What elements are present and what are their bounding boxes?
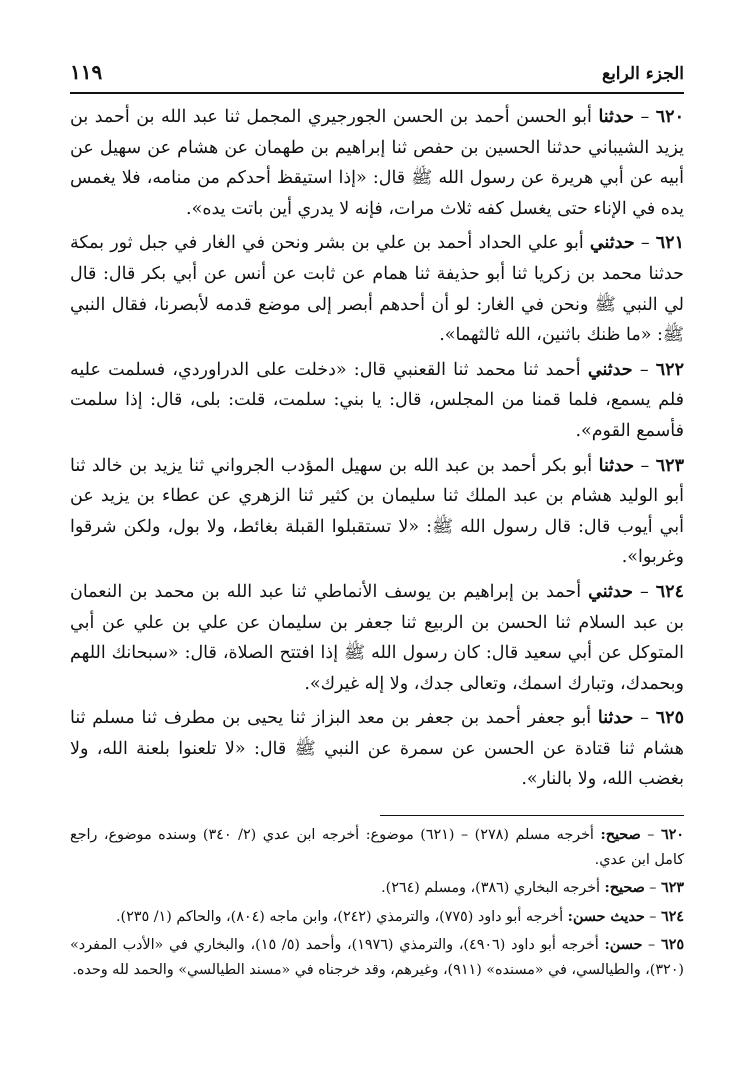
footnote-text: أخرجه البخاري (٣٨٦)، ومسلم (٢٦٤).	[381, 880, 600, 896]
hadith-text: أبو جعفر أحمد بن جعفر بن معد البزاز ثنا يحيى بن مطرف ثنا مسلم ثنا هشام ثنا قتادة عن الحسن عن سمرة عن النبي ﷺ قال: «لا تلعنوا بلعنة الله، ولا بغضب الله، ولا بالنار».	[70, 708, 684, 790]
hadith-number: ٦٢٤	[655, 581, 684, 602]
hadith-prefix: حدثني	[589, 233, 635, 254]
hadith-text: أحمد ثنا محمد ثنا القعنبي قال: «دخلت على الدراوردي، فسلمت عليه فلم يسمع، فلما قمنا من المجلس، قال: يا بني: سلمت، قلت: بلى، قال: إذا سلمت فأسمع القوم».	[70, 359, 684, 441]
footnote-grade: حسن:	[604, 937, 643, 953]
footnote-text: أخرجه مسلم (٢٧٨) – (٦٢١) موضوع: أخرجه ابن عدي (٢/ ٣٤٠) وسنده موضوع، راجع كامل ابن عدي.	[70, 827, 684, 868]
footnote-grade: صحيح:	[604, 880, 645, 896]
hadith-620: ٦٢٠ – حدثنا أبو الحسن أحمد بن الحسن الجورجيري المجمل ثنا عبد الله بن أحمد بن يزيد الشيباني حدثنا الحسين بن حفص ثنا إبراهيم بن طهمان عن هشام عن سهيل عن أبيه عن أبي هريرة عن رسول الله ﷺ قال: «إذا استيقظ أحدكم من منامه، فلا يغمس يده في الإناء حتى يغسل كفه ثلاث مرات، فإنه لا يدري أين باتت يده».	[70, 107, 684, 219]
hadith-number: ٦٢١	[655, 233, 684, 254]
page-header	[70, 58, 684, 92]
hadith-625: ٦٢٥ – حدثنا أبو جعفر أحمد بن جعفر بن معد البزاز ثنا يحيى بن مطرف ثنا مسلم ثنا هشام ثنا قتادة عن الحسن عن سمرة عن النبي ﷺ قال: «لا تلعنوا بلعنة الله، ولا بغضب الله، ولا بالنار».	[70, 708, 684, 790]
hadith-prefix: حدثني	[587, 359, 633, 380]
hadith-622: ٦٢٢ – حدثني أحمد ثنا محمد ثنا القعنبي قال: «دخلت على الدراوردي، فسلمت عليه فلم يسمع، فلما قمنا من المجلس، قال: يا بني: سلمت، قلت: بلى، قال: إذا سلمت فأسمع القوم».	[70, 359, 684, 441]
footnote-text: أخرجه أبو داود (٤٩٠٦)، والترمذي (١٩٧٦)، وأحمد (٥/ ١٥)، والبخاري في «الأدب المفرد» (٣٢٠)، والطيالسي، في «مسنده» (٩١١)، وغيرهم، وقد خرجناه في «مسند الطيالسي» والحمد لله وحده.	[70, 937, 684, 978]
footnote-number: ٦٢٤	[660, 908, 684, 925]
hadith-number: ٦٢٠	[655, 107, 684, 127]
hadith-prefix: حدثني	[588, 581, 633, 602]
footnote-number: ٦٢٥	[660, 937, 685, 953]
hadith-621: ٦٢١ – حدثني أبو علي الحداد أحمد بن علي بن بشر ونحن في الغار في جبل ثور بمكة حدثنا محمد بن زكريا ثنا أبو حذيفة ثنا همام عن ثابت عن أنس عن أبي بكر قال: قال لي النبي ﷺ ونحن في الغار: لو أن أحدهم أبصر إلى موضع قدمه لأبصرنا، فقال النبي ﷺ: «ما ظنك باثنين، الله ثالثهما».	[70, 233, 684, 346]
footnote-623: ٦٢٣ – صحيح: أخرجه البخاري (٣٨٦)، ومسلم (٢٦٤).	[381, 880, 684, 896]
running-title: الجزء الرابع	[602, 64, 684, 84]
footnote-separator	[380, 815, 684, 816]
hadith-624: ٦٢٤ – حدثني أحمد بن إبراهيم بن يوسف الأنماطي ثنا عبد الله بن محمد بن النعمان بن عبد السلام ثنا الحسن بن الربيع ثنا جعفر بن سليمان عن علي بن علي عن أبي المتوكل عن أبي سعيد قال: كان رسول الله ﷺ إذا افتتح الصلاة، قال: «سبحانك اللهم وبحمدك، وتبارك اسمك، وتعالى جدك، ولا إله غيرك».	[70, 581, 684, 694]
hadith-number: ٦٢٢	[655, 359, 684, 380]
footnotes	[70, 823, 684, 986]
hadith-text: أبو بكر أحمد بن عبد الله بن سهيل المؤدب الجرواني ثنا يزيد بن خالد ثنا أبو الوليد هشام بن عبد الملك ثنا سليمان بن كثير ثنا الزهري عن عطاء بن يزيد عن أبي أيوب قال: قال رسول الله ﷺ: «لا تستقبلوا القبلة بغائط، ولا بول، ولكن شرقوا وغربوا».	[70, 455, 684, 568]
hadith-text: أبو الحسن أحمد بن الحسن الجورجيري المجمل ثنا عبد الله بن أحمد بن يزيد الشيباني حدثنا الحسين بن حفص ثنا إبراهيم بن طهمان عن هشام عن سهيل عن أبيه عن أبي هريرة عن رسول الله ﷺ قال: «إذا استيقظ أحدكم من منامه، فلا يغمس يده في الإناء حتى يغسل كفه ثلاث مرات، فإنه لا يدري أين باتت يده».	[70, 107, 684, 219]
footnote-620: ٦٢٠ – صحيح: أخرجه مسلم (٢٧٨) – (٦٢١) موضوع: أخرجه ابن عدي (٢/ ٣٤٠) وسنده موضوع، راجع كامل ابن عدي.	[70, 827, 684, 868]
hadith-623: ٦٢٣ – حدثنا أبو بكر أحمد بن عبد الله بن سهيل المؤدب الجرواني ثنا يزيد بن خالد ثنا أبو الوليد هشام بن عبد الملك ثنا سليمان بن كثير ثنا الزهري عن عطاء بن يزيد عن أبي أيوب قال: قال رسول الله ﷺ: «لا تستقبلوا القبلة بغائط، ولا بول، ولكن شرقوا وغربوا».	[70, 455, 684, 568]
hadith-list	[70, 102, 684, 799]
hadith-text: أبو علي الحداد أحمد بن علي بن بشر ونحن في الغار في جبل ثور بمكة حدثنا محمد بن زكريا ثنا أبو حذيفة ثنا همام عن ثابت عن أنس عن أبي بكر قال: قال لي النبي ﷺ ونحن في الغار: لو أن أحدهم أبصر إلى موضع قدمه لأبصرنا، فقال النبي ﷺ: «ما ظنك باثنين، الله ثالثهما».	[70, 233, 684, 346]
header-rule	[70, 92, 684, 94]
footnote-625: ٦٢٥ – حسن: أخرجه أبو داود (٤٩٠٦)، والترمذي (١٩٧٦)، وأحمد (٥/ ١٥)، والبخاري في «الأدب المفرد» (٣٢٠)، والطيالسي، في «مسنده» (٩١١)، وغيرهم، وقد خرجناه في «مسند الطيالسي» والحمد لله وحده.	[70, 937, 685, 978]
footnote-number: ٦٢٣	[660, 880, 684, 896]
hadith-prefix: حدثنا	[598, 455, 635, 476]
footnote-grade: حديث حسن:	[567, 908, 645, 925]
hadith-number: ٦٢٣	[655, 455, 684, 476]
hadith-text: أحمد بن إبراهيم بن يوسف الأنماطي ثنا عبد الله بن محمد بن النعمان بن عبد السلام ثنا الحسن بن الربيع ثنا جعفر بن سليمان عن علي بن علي عن أبي المتوكل عن أبي سعيد قال: كان رسول الله ﷺ إذا افتتح الصلاة، قال: «سبحانك اللهم وبحمدك، وتبارك اسمك، وتعالى جدك، ولا إله غيرك».	[70, 581, 684, 694]
footnote-number: ٦٢٠	[660, 827, 684, 843]
hadith-prefix: حدثنا	[597, 708, 634, 729]
footnote-grade: صحيح:	[600, 827, 641, 843]
hadith-number: ٦٢٥	[655, 708, 684, 729]
page-number: ١١٩	[70, 60, 103, 84]
footnote-text: أخرجه أبو داود (٧٧٥)، والترمذي (٢٤٢)، وابن ماجه (٨٠٤)، والحاكم (١/ ٢٣٥).	[116, 908, 564, 925]
footnote-624: ٦٢٤ – حديث حسن: أخرجه أبو داود (٧٧٥)، والترمذي (٢٤٢)، وابن ماجه (٨٠٤)، والحاكم (١/ ٢٣٥).	[116, 908, 684, 925]
hadith-prefix: حدثنا	[598, 107, 634, 127]
